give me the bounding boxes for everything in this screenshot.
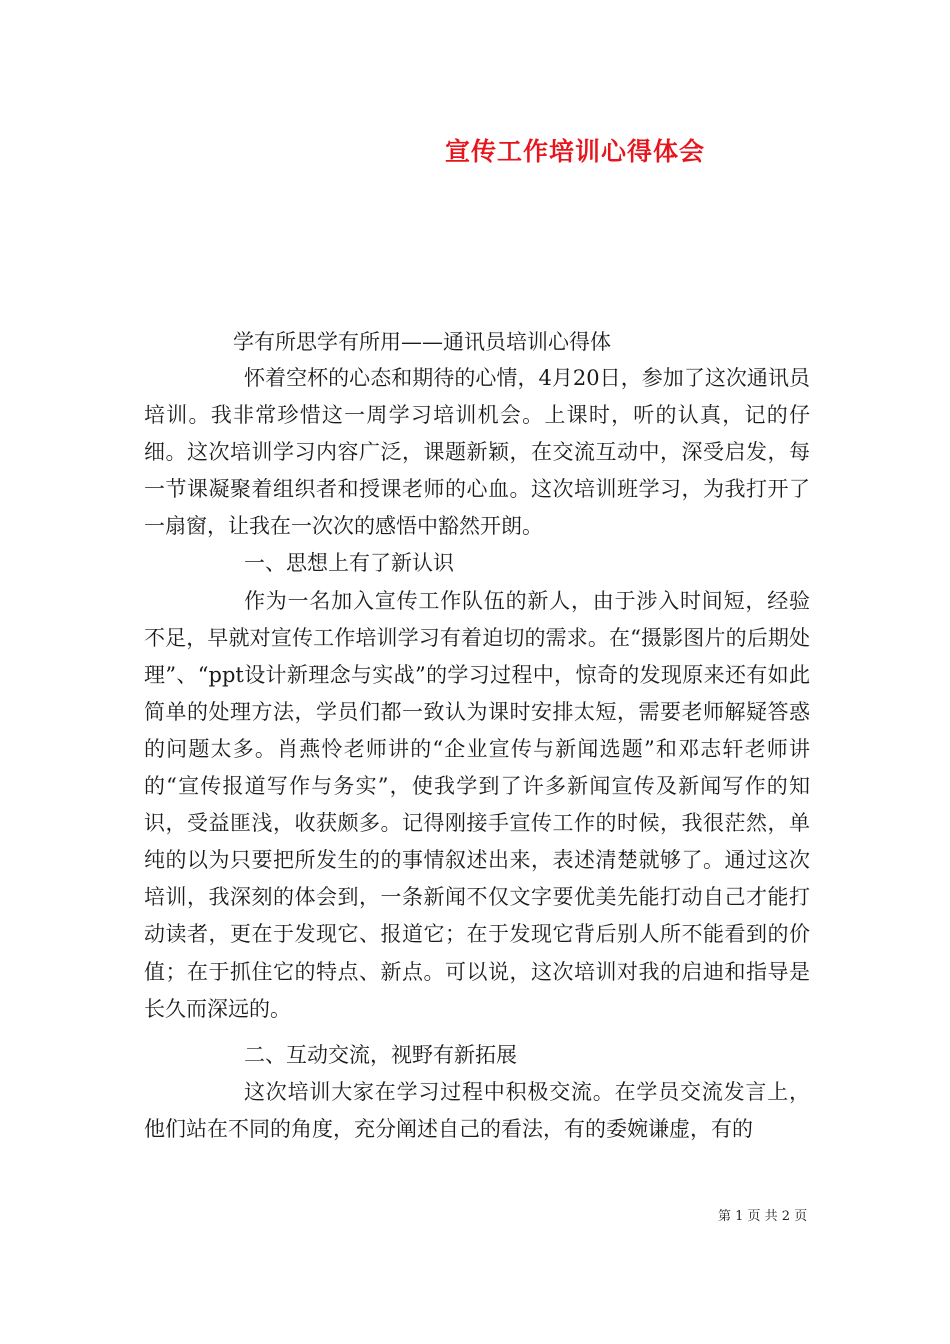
section-heading-1: 一、思想上有了新认识 <box>244 551 454 576</box>
document-subtitle: 学有所思学有所用——通讯员培训心得体 <box>233 330 611 354</box>
section-heading-2: 二、互动交流，视野有新拓展 <box>244 1042 517 1067</box>
page-number-footer: 第 1 页 共 2 页 <box>718 1209 808 1224</box>
paragraph-section-1: 作为一名加入宣传工作队伍的新人，由于涉入时间短，经验不足，早就对宣传工作培训学习有着迫切的需求。在“摄影图片的后期处理”、“ppt设计新理念与实战”的学习过程中，惊奇的发现原来还有如此简单的处理方法，学员们都一致认为课时安排太短，需要老师解疑答惑的问题太多。肖燕怜老师讲的“企业宣传与新闻选题”和邓志轩老师讲的“宣传报道写作与务实”，使我学到了许多新闻宣传及新闻写作的知识，受益匪浅，收获颇多。记得刚接手宣传工作的时候，我很茫然，单纯的以为只要把所发生的的事情叙述出来，表述清楚就够了。通过这次培训，我深刻的体会到，一条新闻不仅文字要优美先能打动自己才能打动读者，更在于发现它、报道它；在于发现它背后别人所不能看到的价值；在于抓住它的特点、新点。可以说，这次培训对我的启迪和指导是长久而深远的。 <box>144 588 810 1021</box>
paragraph-section-2: 这次培训大家在学习过程中积极交流。在学员交流发言上，他们站在不同的角度，充分阐述自己的看法，有的委婉谦虚，有的 <box>144 1079 810 1141</box>
document-title: 宣传工作培训心得体会 <box>444 137 705 166</box>
document-body <box>144 360 810 1148</box>
paragraph-gap <box>144 1028 810 1037</box>
paragraph-intro: 怀着空杯的心态和期待的心情，4月20日，参加了这次通讯员培训。我非常珍惜这一周学习培训机会。上课时，听的认真，记的仔细。这次培训学习内容广泛，课题新颖，在交流互动中，深受启发，每一节课凝聚着组织者和授课老师的心血。这次培训班学习，为我打开了一扇窗，让我在一次次的感悟中豁然开朗。 <box>144 366 810 539</box>
